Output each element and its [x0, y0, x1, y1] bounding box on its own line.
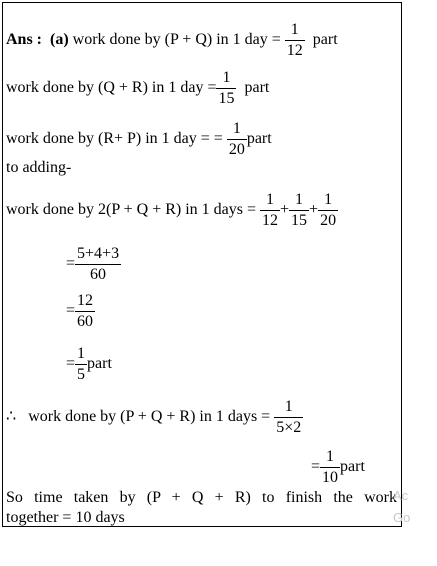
ans-text: work done by (P + Q) in 1 day = [72, 31, 281, 49]
part-label: part [340, 458, 365, 476]
to-adding: to adding- [6, 159, 72, 176]
part-label: part [87, 355, 112, 373]
watermark-text: Ac [393, 488, 409, 503]
therefore-symbol: ∴ [6, 408, 17, 426]
part-label: part [246, 130, 272, 148]
watermark-text: Go [393, 510, 411, 525]
step-2 [66, 291, 95, 332]
result-line [311, 447, 365, 488]
conclusion-line-1: So time taken by (P + Q + R) to finish the work [6, 489, 397, 506]
step-3 [66, 344, 112, 385]
qr-text: work done by (Q + R) in 1 day = [6, 79, 217, 97]
step-1 [66, 244, 121, 285]
conclusion-line-2: together = 10 days [6, 509, 125, 526]
ans-line [6, 20, 338, 61]
plus-sign: + [309, 201, 319, 219]
sum-line [6, 190, 338, 231]
fraction-1-5x2: $\frac{1}{5\times 2}$ [276, 398, 302, 436]
fraction-1-20: $\frac{1}{20}$ [320, 191, 337, 229]
equals-sign: = [66, 255, 76, 273]
fraction-1-5: $\frac{1}{5}$ [77, 345, 86, 383]
fraction-1-15: $\frac{1}{15}$ [218, 69, 235, 107]
equals-sign: = [66, 302, 76, 320]
part-a-label: (a) [50, 31, 69, 49]
part-label: part [244, 79, 270, 97]
fraction-1-12: $\frac{1}{12}$ [286, 21, 303, 59]
part-label: part [312, 31, 338, 49]
rp-text: work done by (R+ P) in 1 day = = [6, 130, 223, 148]
equals-sign: = [66, 355, 76, 373]
fraction-sum: $\frac{5+4+3}{60}$ [77, 245, 120, 283]
fraction-1-10: $\frac{1}{10}$ [322, 448, 339, 486]
fraction-1-20: $\frac{1}{20}$ [228, 120, 245, 158]
rp-line [6, 119, 272, 160]
fraction-1-12: $\frac{1}{12}$ [262, 191, 279, 229]
ans-label: Ans : [6, 31, 43, 49]
equals-sign: = [311, 458, 321, 476]
fraction-12-60: $\frac{12}{60}$ [77, 292, 94, 330]
sum-text: work done by 2(P + Q + R) in 1 days = [6, 201, 257, 219]
therefore-line [6, 397, 303, 438]
therefore-text: work done by (P + Q + R) in 1 days = [28, 408, 271, 426]
qr-line [6, 68, 269, 109]
fraction-1-15: $\frac{1}{15}$ [291, 191, 308, 229]
plus-sign: + [280, 201, 290, 219]
